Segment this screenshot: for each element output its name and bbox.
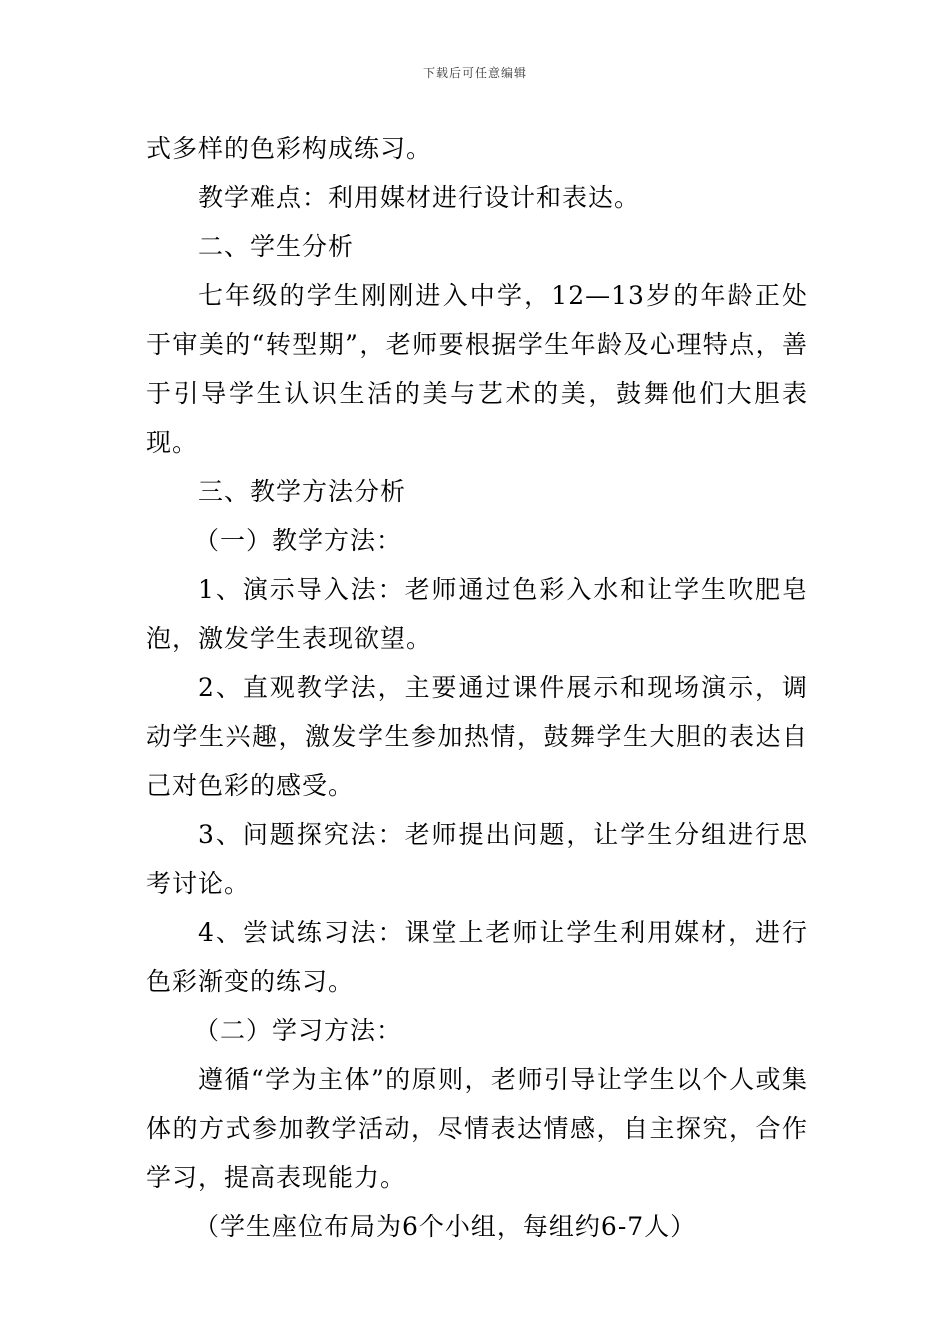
document-body xyxy=(146,124,808,1251)
section-heading-teaching-method-analysis: 三、教学方法分析 xyxy=(198,477,407,506)
paragraph-student-analysis: 七年级的学生刚刚进入中学，12—13岁的年龄正处于审美的“转型期”，老师要根据学生年龄及心理特点，善于引导学生认识生活的美与艺术的美，鼓舞他们大胆表现。 xyxy=(146,281,808,457)
list-item-method-2: 2、直观教学法，主要通过课件展示和现场演示，调动学生兴趣，激发学生参加热情，鼓舞学生大胆的表达自己对色彩的感受。 xyxy=(146,673,808,800)
list-item-method-1: 1、演示导入法：老师通过色彩入水和让学生吹肥皂泡，激发学生表现欲望。 xyxy=(146,575,808,653)
subheading-teaching-methods: （一）教学方法： xyxy=(194,526,403,555)
list-item-method-3: 3、问题探究法：老师提出问题，让学生分组进行思考讨论。 xyxy=(146,820,808,898)
paragraph-continuation: 式多样的色彩构成练习。 xyxy=(146,134,433,163)
list-item-method-4: 4、尝试练习法：课堂上老师让学生利用媒材，进行色彩渐变的练习。 xyxy=(146,918,808,996)
paragraph-seating-note: （学生座位布局为6个小组，每组约6-7人） xyxy=(194,1212,697,1241)
paragraph-teaching-difficulty: 教学难点：利用媒材进行设计和表达。 xyxy=(198,183,641,212)
paragraph-learning-methods: 遵循“学为主体”的原则，老师引导让学生以个人或集体的方式参加教学活动，尽情表达情感，自主探究，合作学习，提高表现能力。 xyxy=(146,1065,808,1192)
subheading-learning-methods: （二）学习方法： xyxy=(194,1016,403,1045)
section-heading-student-analysis: 二、学生分析 xyxy=(198,232,355,261)
page-header: 下载后可任意编辑 xyxy=(422,66,527,80)
